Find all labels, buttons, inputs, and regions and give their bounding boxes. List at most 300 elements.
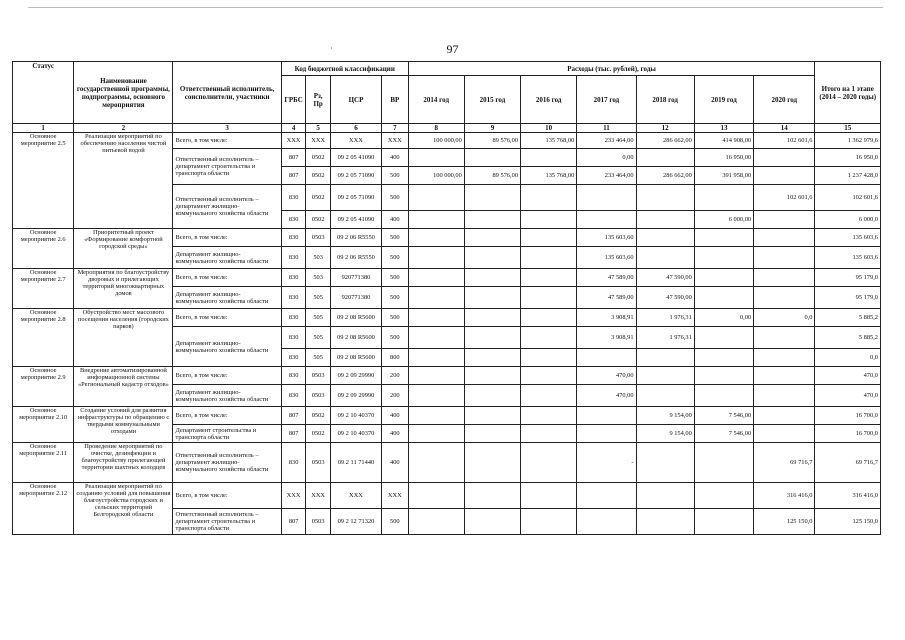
code-cell: 09 2 08 R5600: [330, 309, 381, 327]
amount-cell: 286 662,00: [636, 133, 694, 149]
amount-cell: [636, 211, 694, 229]
amount-cell: 316 416,0: [754, 483, 815, 509]
col-num: 11: [577, 124, 636, 133]
amount-cell: [694, 367, 753, 385]
col-num: 4: [281, 124, 306, 133]
col-2017: 2017 год: [577, 76, 636, 124]
code-cell: 830: [281, 443, 306, 483]
page-number: 97: [446, 42, 459, 56]
total-cell: 16 950,0: [815, 149, 881, 167]
amount-cell: [521, 385, 577, 407]
code-cell: 0503: [306, 509, 331, 535]
amount-cell: [408, 287, 464, 309]
executor-cell: Всего, в том числе:: [173, 483, 281, 509]
amount-cell: [521, 211, 577, 229]
col-num: 15: [815, 124, 881, 133]
col-num: 2: [74, 124, 173, 133]
amount-cell: 0,00: [577, 149, 636, 167]
code-cell: 830: [281, 349, 306, 367]
col-expenses: Расходы (тыс. рублей), годы: [408, 62, 815, 76]
activity-name-cell: Внедрение автоматизированной информационной системы «Региональный кадастр отходов»: [74, 367, 173, 407]
total-cell: 1 237 428,0: [815, 167, 881, 185]
total-cell: 95 179,0: [815, 269, 881, 287]
total-cell: 1 362 979,6: [815, 133, 881, 149]
table-row: [13, 443, 881, 483]
amount-cell: [408, 211, 464, 229]
amount-cell: [408, 247, 464, 269]
code-cell: 830: [281, 385, 306, 407]
code-cell: 0502: [306, 167, 331, 185]
amount-cell: 47 590,00: [636, 269, 694, 287]
table-row: [13, 367, 881, 385]
code-cell: 505: [306, 349, 331, 367]
code-cell: 500: [382, 167, 409, 185]
amount-cell: [754, 269, 815, 287]
code-cell: 920771380: [330, 287, 381, 309]
amount-cell: 233 464,00: [577, 133, 636, 149]
code-cell: 830: [281, 287, 306, 309]
executor-cell: Департамент жилищно-коммунального хозяйства области: [173, 385, 281, 407]
status-cell: Основное мероприятие 2.6: [13, 229, 74, 269]
amount-cell: 125 150,0: [754, 509, 815, 535]
amount-cell: [521, 443, 577, 483]
code-cell: 503: [306, 269, 331, 287]
amount-cell: [521, 349, 577, 367]
col-grbs: ГРБС: [281, 76, 306, 124]
total-cell: 135 603,6: [815, 229, 881, 247]
amount-cell: 135 768,00: [521, 167, 577, 185]
amount-cell: [754, 327, 815, 349]
activity-name-cell: Создание условий для развития инфраструктуры по обращению с твердыми коммунальными отходами: [74, 407, 173, 443]
amount-cell: 391 958,00: [694, 167, 753, 185]
amount-cell: [694, 269, 753, 287]
amount-cell: [408, 269, 464, 287]
code-cell: XXX: [330, 483, 381, 509]
col-name: Наименование государственной программы, подпрограммы, основного мероприятия: [74, 62, 173, 124]
amount-cell: [521, 425, 577, 443]
amount-cell: [754, 211, 815, 229]
code-cell: 807: [281, 149, 306, 167]
amount-cell: 69 716,7: [754, 443, 815, 483]
table-row: [13, 483, 881, 509]
amount-cell: 47 589,00: [577, 287, 636, 309]
executor-cell: Департамент жилищно-коммунального хозяйства области: [173, 287, 281, 309]
table-row: [13, 269, 881, 287]
amount-cell: [636, 509, 694, 535]
code-cell: 500: [382, 509, 409, 535]
amount-cell: [754, 167, 815, 185]
code-cell: XXX: [382, 483, 409, 509]
amount-cell: 102 601,6: [754, 133, 815, 149]
amount-cell: 100 000,00: [408, 133, 464, 149]
col-num: 14: [754, 124, 815, 133]
amount-cell: [408, 229, 464, 247]
code-cell: 503: [306, 247, 331, 269]
amount-cell: [464, 385, 520, 407]
amount-cell: [694, 287, 753, 309]
amount-cell: 135 603,60: [577, 229, 636, 247]
amount-cell: [636, 349, 694, 367]
amount-cell: 47 589,00: [577, 269, 636, 287]
col-num: 7: [382, 124, 409, 133]
code-cell: 500: [382, 247, 409, 269]
amount-cell: 100 000,00: [408, 167, 464, 185]
amount-cell: [464, 367, 520, 385]
status-cell: Основное мероприятие 2.10: [13, 407, 74, 443]
amount-cell: 7 546,00: [694, 425, 753, 443]
code-cell: 500: [382, 327, 409, 349]
col-num: 1: [13, 124, 74, 133]
amount-cell: [636, 229, 694, 247]
col-csr: ЦСР: [330, 76, 381, 124]
executor-cell: Ответственный исполнитель – департамент строительства и транспорта области: [173, 509, 281, 535]
code-cell: 200: [382, 385, 409, 407]
code-cell: 200: [382, 367, 409, 385]
amount-cell: [408, 349, 464, 367]
amount-cell: 0,0: [754, 309, 815, 327]
col-2014: 2014 год: [408, 76, 464, 124]
amount-cell: [521, 185, 577, 211]
amount-cell: 9 154,00: [636, 425, 694, 443]
total-cell: 0,0: [815, 349, 881, 367]
amount-cell: [464, 443, 520, 483]
total-cell: 5 885,2: [815, 327, 881, 349]
code-cell: 505: [306, 287, 331, 309]
amount-cell: [464, 349, 520, 367]
amount-cell: 89 576,00: [464, 167, 520, 185]
amount-cell: [521, 483, 577, 509]
table-body: [13, 133, 881, 535]
col-vr: ВР: [382, 76, 409, 124]
activity-name-cell: Обустройство мест массового посещения населения (городских парков): [74, 309, 173, 367]
col-num: 3: [173, 124, 281, 133]
amount-cell: [408, 309, 464, 327]
total-cell: 102 601,6: [815, 185, 881, 211]
code-cell: 830: [281, 247, 306, 269]
code-cell: 807: [281, 407, 306, 425]
activity-name-cell: Приоритетный проект «Формирование комфортной городской среды»: [74, 229, 173, 269]
amount-cell: [464, 229, 520, 247]
col-status: Статус: [13, 62, 74, 124]
status-cell: Основное мероприятие 2.5: [13, 133, 74, 229]
col-num: 9: [464, 124, 520, 133]
amount-cell: 47 590,00: [636, 287, 694, 309]
col-num: 12: [636, 124, 694, 133]
total-cell: 6 000,0: [815, 211, 881, 229]
code-cell: XXX: [281, 483, 306, 509]
code-cell: 500: [382, 229, 409, 247]
code-cell: 0503: [306, 443, 331, 483]
amount-cell: [408, 327, 464, 349]
col-2018: 2018 год: [636, 76, 694, 124]
code-cell: 830: [281, 269, 306, 287]
executor-cell: Ответственный исполнитель – департамент строительства и транспорта области: [173, 149, 281, 185]
top-rule: [28, 7, 883, 8]
amount-cell: [408, 385, 464, 407]
amount-cell: [754, 407, 815, 425]
code-cell: 09 2 06 R5550: [330, 229, 381, 247]
code-cell: 09 2 05 71090: [330, 185, 381, 211]
col-executor: Ответственный исполнитель, соисполнители, участники: [173, 62, 281, 124]
amount-cell: [577, 185, 636, 211]
code-cell: XXX: [306, 133, 331, 149]
amount-cell: [694, 483, 753, 509]
amount-cell: 135 768,00: [521, 133, 577, 149]
amount-cell: 6 000,00: [694, 211, 753, 229]
code-cell: 807: [281, 509, 306, 535]
col-num: 5: [306, 124, 331, 133]
code-cell: 0503: [306, 367, 331, 385]
col-num: 6: [330, 124, 381, 133]
amount-cell: [636, 367, 694, 385]
amount-cell: 470,00: [577, 385, 636, 407]
code-cell: 500: [382, 309, 409, 327]
code-cell: 0502: [306, 425, 331, 443]
amount-cell: 3 908,91: [577, 309, 636, 327]
amount-cell: [464, 247, 520, 269]
amount-cell: [521, 367, 577, 385]
amount-cell: 1 976,31: [636, 309, 694, 327]
total-cell: 316 416,0: [815, 483, 881, 509]
code-cell: 830: [281, 185, 306, 211]
amount-cell: [694, 229, 753, 247]
col-2015: 2015 год: [464, 76, 520, 124]
amount-cell: 9 154,00: [636, 407, 694, 425]
status-cell: Основное мероприятие 2.9: [13, 367, 74, 407]
amount-cell: [464, 269, 520, 287]
code-cell: 400: [382, 149, 409, 167]
amount-cell: [577, 407, 636, 425]
table-row: [13, 407, 881, 425]
amount-cell: 102 601,6: [754, 185, 815, 211]
total-cell: 5 885,2: [815, 309, 881, 327]
amount-cell: [464, 407, 520, 425]
code-cell: 09 2 10 40370: [330, 407, 381, 425]
amount-cell: [521, 269, 577, 287]
code-cell: 400: [382, 425, 409, 443]
executor-cell: Всего, в том числе:: [173, 229, 281, 247]
col-budget-code: Код бюджетной классификации: [281, 62, 408, 76]
status-cell: Основное мероприятие 2.7: [13, 269, 74, 309]
code-cell: 0502: [306, 211, 331, 229]
amount-cell: [577, 349, 636, 367]
amount-cell: [521, 287, 577, 309]
amount-cell: [464, 483, 520, 509]
col-total: Итого на 1 этапе (2014 – 2020 годы): [815, 62, 881, 124]
code-cell: 0502: [306, 185, 331, 211]
executor-cell: Всего, в том числе:: [173, 367, 281, 385]
amount-cell: 470,00: [577, 367, 636, 385]
amount-cell: 233 464,00: [577, 167, 636, 185]
amount-cell: [521, 327, 577, 349]
amount-cell: [636, 483, 694, 509]
amount-cell: [694, 185, 753, 211]
code-cell: 09 2 05 41090: [330, 211, 381, 229]
amount-cell: 286 662,00: [636, 167, 694, 185]
code-cell: 400: [382, 407, 409, 425]
code-cell: 400: [382, 443, 409, 483]
activity-name-cell: Проведение мероприятий по очистке, дезинфекции и благоустройству прилегающей территории шахтных колодцев: [74, 443, 173, 483]
code-cell: 505: [306, 327, 331, 349]
amount-cell: [464, 185, 520, 211]
code-cell: XXX: [330, 133, 381, 149]
total-cell: 470,0: [815, 367, 881, 385]
code-cell: 500: [382, 185, 409, 211]
col-num: 8: [408, 124, 464, 133]
amount-cell: [521, 309, 577, 327]
amount-cell: [408, 407, 464, 425]
code-cell: 09 2 11 71440: [330, 443, 381, 483]
amount-cell: [464, 509, 520, 535]
code-cell: 807: [281, 425, 306, 443]
amount-cell: [521, 509, 577, 535]
amount-cell: [754, 385, 815, 407]
amount-cell: [694, 385, 753, 407]
amount-cell: [754, 247, 815, 269]
amount-cell: 7 546,00: [694, 407, 753, 425]
code-cell: 09 2 08 R5600: [330, 327, 381, 349]
code-cell: 800: [382, 349, 409, 367]
amount-cell: [754, 229, 815, 247]
code-cell: 09 2 05 71090: [330, 167, 381, 185]
total-cell: 125 150,0: [815, 509, 881, 535]
executor-cell: Ответственный исполнитель – департамент жилищно-коммунального хозяйства области: [173, 185, 281, 229]
amount-cell: [754, 287, 815, 309]
amount-cell: [577, 483, 636, 509]
amount-cell: [694, 509, 753, 535]
table-row: [13, 229, 881, 247]
amount-cell: [694, 327, 753, 349]
code-cell: 500: [382, 269, 409, 287]
code-cell: 400: [382, 211, 409, 229]
executor-cell: Всего, в том числе:: [173, 133, 281, 149]
code-cell: 830: [281, 327, 306, 349]
amount-cell: [636, 443, 694, 483]
amount-cell: [754, 149, 815, 167]
col-num: 13: [694, 124, 753, 133]
table-row: [13, 133, 881, 149]
code-cell: 09 2 10 40370: [330, 425, 381, 443]
code-cell: 830: [281, 367, 306, 385]
code-cell: 830: [281, 309, 306, 327]
amount-cell: 414 908,00: [694, 133, 753, 149]
code-cell: 0502: [306, 407, 331, 425]
amount-cell: 1 976,31: [636, 327, 694, 349]
total-cell: 470,0: [815, 385, 881, 407]
col-2016: 2016 год: [521, 76, 577, 124]
amount-cell: [408, 443, 464, 483]
col-2020: 2020 год: [754, 76, 815, 124]
code-cell: 09 2 08 R5600: [330, 349, 381, 367]
total-cell: 69 716,7: [815, 443, 881, 483]
amount-cell: [754, 367, 815, 385]
status-cell: Основное мероприятие 2.8: [13, 309, 74, 367]
code-cell: 920771380: [330, 269, 381, 287]
amount-cell: [754, 425, 815, 443]
code-cell: 0503: [306, 229, 331, 247]
total-cell: 135 603,6: [815, 247, 881, 269]
amount-cell: [464, 287, 520, 309]
amount-cell: 135 603,60: [577, 247, 636, 269]
col-num: 10: [521, 124, 577, 133]
executor-cell: Всего, в том числе:: [173, 407, 281, 425]
executor-cell: Ответственный исполнитель – департамент жилищно-коммунального хозяйства области: [173, 443, 281, 483]
amount-cell: [464, 327, 520, 349]
code-cell: 0502: [306, 149, 331, 167]
amount-cell: [754, 349, 815, 367]
amount-cell: [577, 425, 636, 443]
table-row: [13, 309, 881, 327]
amount-cell: [694, 247, 753, 269]
amount-cell: [408, 425, 464, 443]
amount-cell: [636, 185, 694, 211]
amount-cell: [408, 483, 464, 509]
amount-cell: [521, 229, 577, 247]
scan-speck: ·: [330, 44, 333, 53]
amount-cell: [694, 349, 753, 367]
code-cell: 807: [281, 167, 306, 185]
amount-cell: [636, 385, 694, 407]
amount-cell: -: [577, 443, 636, 483]
code-cell: 09 2 09 29990: [330, 367, 381, 385]
column-number-row: [13, 124, 881, 133]
executor-cell: Всего, в том числе:: [173, 309, 281, 327]
executor-cell: Департамент жилищно-коммунального хозяйства области: [173, 327, 281, 367]
amount-cell: [521, 247, 577, 269]
amount-cell: [408, 149, 464, 167]
amount-cell: [521, 149, 577, 167]
code-cell: 09 2 06 R5550: [330, 247, 381, 269]
activity-name-cell: Реализация мероприятий по созданию условий для повышения благоустройства городских и сельских территорий Белгородской области: [74, 483, 173, 535]
executor-cell: Департамент строительства и транспорта области: [173, 425, 281, 443]
amount-cell: [408, 367, 464, 385]
amount-cell: 0,00: [694, 309, 753, 327]
code-cell: XXX: [306, 483, 331, 509]
code-cell: 09 2 05 41090: [330, 149, 381, 167]
code-cell: XXX: [281, 133, 306, 149]
amount-cell: 16 950,00: [694, 149, 753, 167]
col-2019: 2019 год: [694, 76, 753, 124]
col-rzpr: Рз, Пр: [306, 76, 331, 124]
amount-cell: [521, 407, 577, 425]
activity-name-cell: Мероприятия по благоустройству дворовых и прилегающих территорий многоквартирных домов: [74, 269, 173, 309]
executor-cell: Всего, в том числе:: [173, 269, 281, 287]
code-cell: 830: [281, 229, 306, 247]
amount-cell: [464, 149, 520, 167]
status-cell: Основное мероприятие 2.12: [13, 483, 74, 535]
code-cell: 500: [382, 287, 409, 309]
code-cell: 09 2 09 29990: [330, 385, 381, 407]
amount-cell: [636, 247, 694, 269]
amount-cell: [464, 425, 520, 443]
amount-cell: 89 576,00: [464, 133, 520, 149]
amount-cell: [408, 509, 464, 535]
amount-cell: [408, 185, 464, 211]
code-cell: XXX: [382, 133, 409, 149]
amount-cell: [577, 211, 636, 229]
code-cell: 505: [306, 309, 331, 327]
amount-cell: 3 908,91: [577, 327, 636, 349]
executor-cell: Департамент жилищно-коммунального хозяйства области: [173, 247, 281, 269]
amount-cell: [694, 443, 753, 483]
amount-cell: [577, 509, 636, 535]
status-cell: Основное мероприятие 2.11: [13, 443, 74, 483]
activity-name-cell: Реализация мероприятий по обеспечению населения чистой питьевой водой: [74, 133, 173, 229]
total-cell: 16 700,0: [815, 407, 881, 425]
code-cell: 830: [281, 211, 306, 229]
code-cell: 0503: [306, 385, 331, 407]
total-cell: 95 179,0: [815, 287, 881, 309]
